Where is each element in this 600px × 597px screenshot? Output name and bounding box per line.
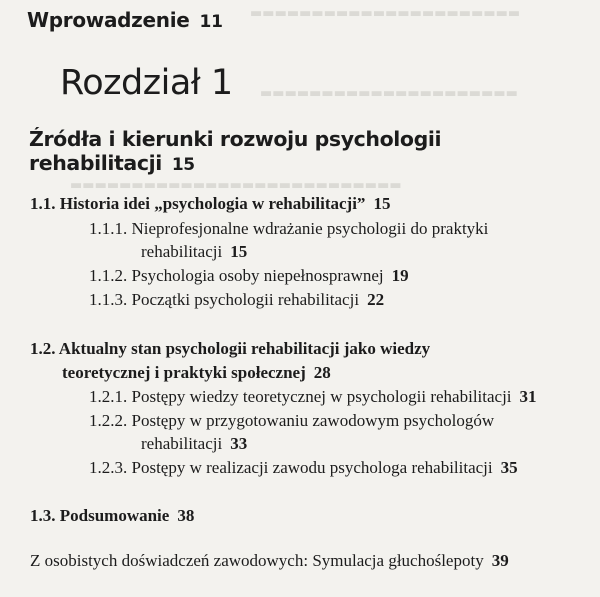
toc-entry-subsection-1-1-3[interactable]: [89, 290, 384, 310]
subsection-page-number: 31: [519, 387, 537, 406]
subsection-title: 1.1.1. Nieprofesjonalne wdrażanie psychologii do praktyki: [89, 219, 489, 238]
show-through-decoration: ▬▬▬▬▬▬▬▬▬▬▬▬▬▬▬▬▬▬▬▬▬▬▬▬▬▬▬: [70, 178, 402, 193]
toc-entry-section-1-3[interactable]: [30, 506, 194, 526]
subsection-title: 1.1.2. Psychologia osoby niepełnosprawnej: [89, 266, 384, 285]
footer-page-number: 39: [491, 551, 509, 570]
section-page-number: 38: [177, 506, 195, 525]
intro-title: Wprowadzenie: [27, 8, 190, 32]
toc-entry-subsection-1-2-1[interactable]: [89, 387, 537, 407]
toc-entry-section-1-2[interactable]: [30, 339, 430, 359]
subsection-title: 1.1.3. Początki psychologii rehabilitacji: [89, 290, 360, 309]
toc-entry-section-1-2-cont[interactable]: [62, 363, 331, 383]
section-title-cont: teoretycznej i praktyki społecznej: [62, 363, 306, 382]
toc-entry-section-1-1[interactable]: [30, 194, 390, 214]
subsection-page-number: 15: [230, 242, 248, 261]
chapter-label: Rozdział 1: [60, 63, 233, 103]
subsection-page-number: 22: [367, 290, 385, 309]
section-page-number: 15: [373, 194, 391, 213]
toc-entry-professional-experience[interactable]: [30, 551, 509, 571]
section-page-number: 28: [313, 363, 331, 382]
toc-entry-subsection-1-1-2[interactable]: [89, 266, 409, 286]
subsection-page-number: 19: [391, 266, 409, 285]
toc-entry-subsection-1-1-1[interactable]: [89, 219, 488, 239]
chapter-page-number: 15: [171, 155, 195, 175]
subsection-page-number: 35: [500, 458, 518, 477]
section-title: 1.3. Podsumowanie: [30, 506, 170, 525]
show-through-decoration: ▬▬▬▬▬▬▬▬▬▬▬▬▬▬▬▬▬▬▬▬▬▬: [250, 6, 521, 21]
subsection-title-cont: rehabilitacji: [141, 242, 223, 261]
toc-entry-intro[interactable]: [27, 8, 223, 32]
subsection-title: 1.2.2. Postępy w przygotowaniu zawodowym psychologów: [89, 411, 495, 430]
show-through-decoration: ▬▬▬▬▬▬▬▬▬▬▬▬▬▬▬▬▬▬▬▬▬: [260, 86, 518, 101]
toc-entry-chapter-title[interactable]: [29, 127, 600, 175]
section-title: 1.1. Historia idei „psychologia w rehabilitacji”: [30, 194, 366, 213]
subsection-title-cont: rehabilitacji: [141, 434, 223, 453]
toc-entry-subsection-1-2-2[interactable]: [89, 411, 494, 431]
toc-entry-subsection-1-2-2-cont[interactable]: [141, 434, 247, 454]
toc-entry-subsection-1-1-1-cont[interactable]: [141, 242, 247, 262]
toc-entry-subsection-1-2-3[interactable]: [89, 458, 518, 478]
subsection-title: 1.2.3. Postępy w realizacji zawodu psychologa rehabilitacji: [89, 458, 493, 477]
subsection-page-number: 33: [230, 434, 248, 453]
footer-entry-title: Z osobistych doświadczeń zawodowych: Symulacja głuchoślepoty: [30, 551, 484, 570]
chapter-title-text: Źródła i kierunki rozwoju psychologii rehabilitacji: [29, 127, 442, 175]
section-title: 1.2. Aktualny stan psychologii rehabilitacji jako wiedzy: [30, 339, 431, 358]
intro-page-number: 11: [199, 12, 223, 32]
subsection-title: 1.2.1. Postępy wiedzy teoretycznej w psychologii rehabilitacji: [89, 387, 512, 406]
